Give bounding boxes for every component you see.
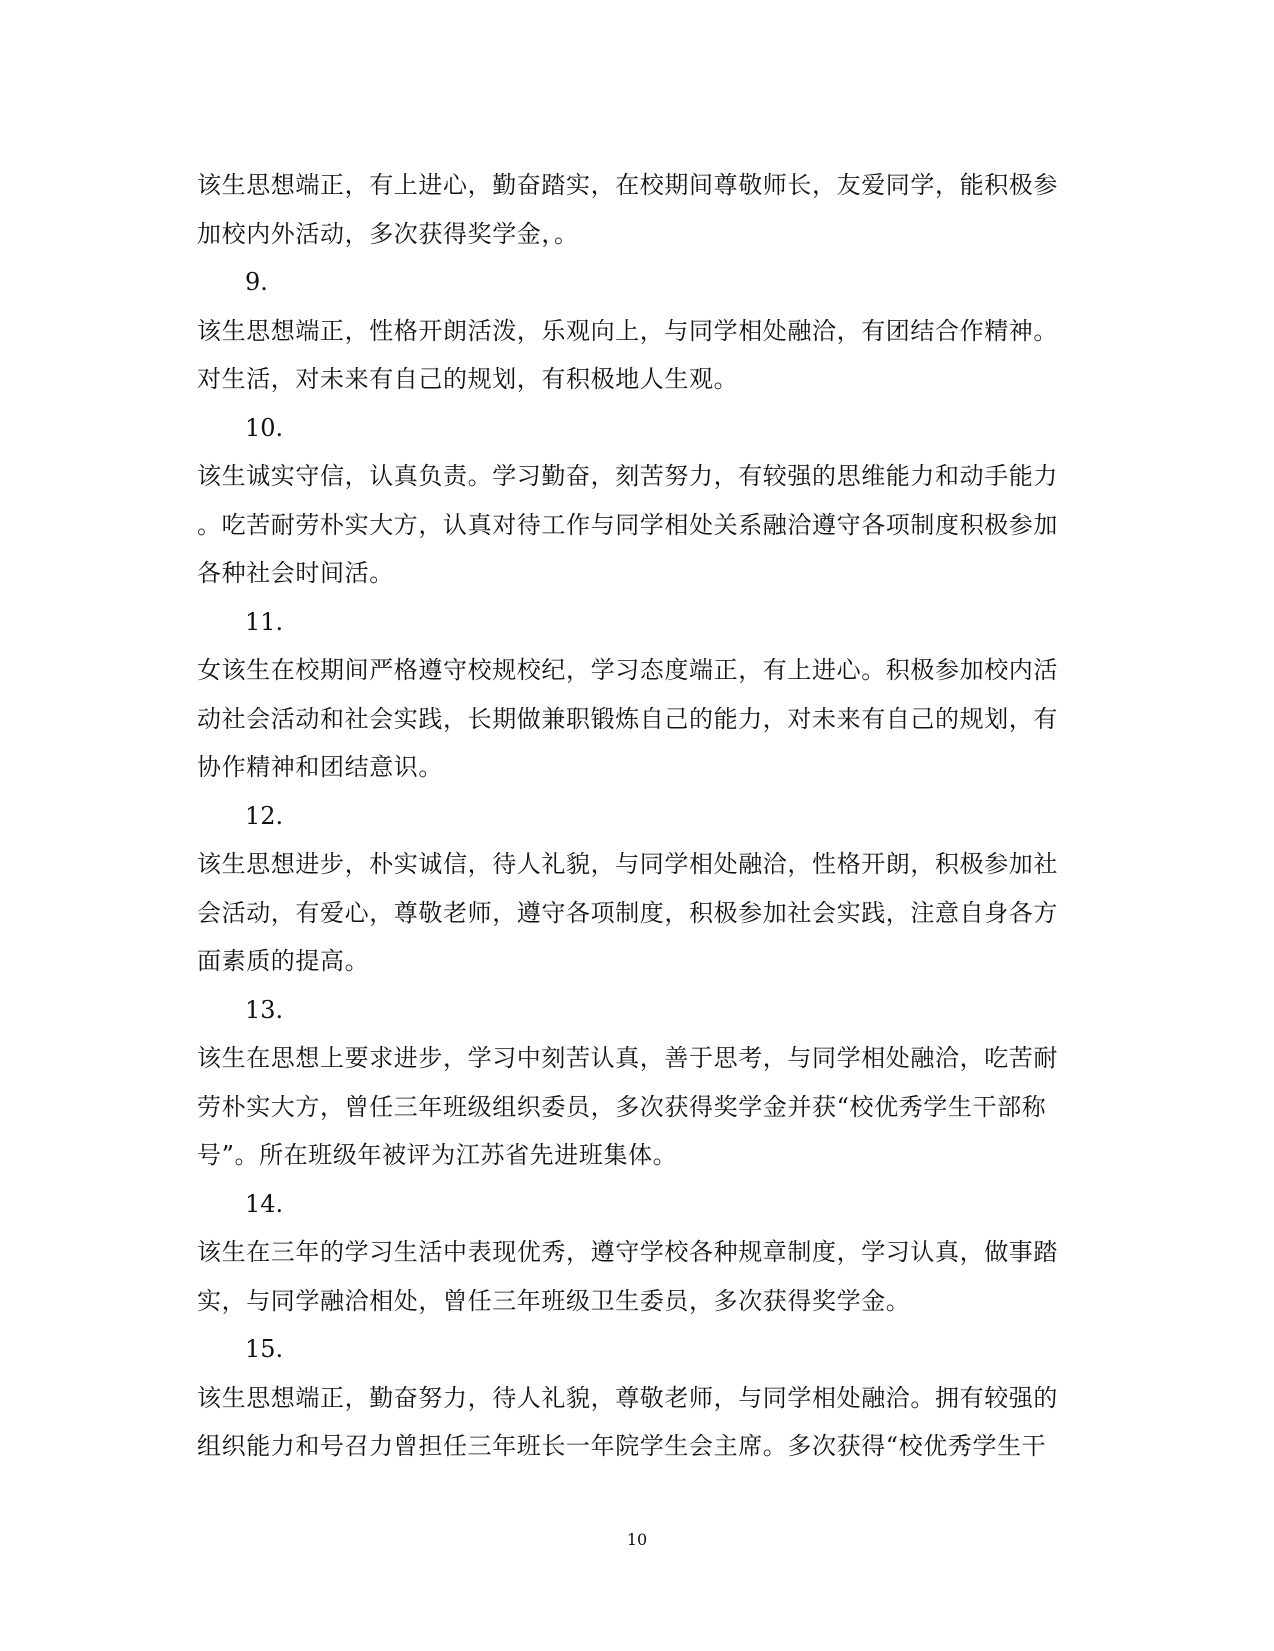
paragraph-line: 对生活，对未来有自己的规划，有积极地人生观。 xyxy=(197,365,739,393)
item-number: 10. xyxy=(245,413,284,442)
paragraph-line: 该生思想端正，性格开朗活泼，乐观向上，与同学相处融洽，有团结合作精神。 xyxy=(197,316,1058,345)
paragraph-line: 面素质的提高。 xyxy=(197,947,370,975)
item-number: 12. xyxy=(245,801,284,830)
paragraph-line: 实，与同学融洽相处，曾任三年班级卫生委员，多次获得奖学金。 xyxy=(197,1286,911,1315)
page-body xyxy=(197,161,1077,1471)
paragraph-line: 号”。所在班级年被评为江苏省先进班集体。 xyxy=(197,1141,678,1169)
paragraph-line: 该生诚实守信，认真负责。学习勤奋，刻苦努力，有较强的思维能力和动手能力 xyxy=(197,462,1058,490)
paragraph-line: 加校内外活动，多次获得奖学金，。 xyxy=(197,219,579,248)
item-number: 11. xyxy=(245,607,284,636)
paragraph-line: 会活动，有爱心，尊敬老师，遵守各项制度，积极参加社会实践，注意自身各方 xyxy=(197,898,1058,927)
page-number: 10 xyxy=(626,1530,648,1549)
paragraph-line: 该生思想端正，勤奋努力，待人礼貌，尊敬老师，与同学相处融洽。拥有较强的 xyxy=(197,1383,1058,1412)
item-number: 9. xyxy=(245,268,268,296)
item-number: 15. xyxy=(245,1335,284,1363)
paragraph-line: 组织能力和号召力曾担任三年班长一年院学生会主席。多次获得“校优秀学生干 xyxy=(197,1432,1047,1460)
paragraph-line: 协作精神和团结意识。 xyxy=(197,753,443,781)
item-number: 14. xyxy=(245,1189,284,1218)
item-number: 13. xyxy=(245,995,284,1024)
paragraph-line: 各种社会时间活。 xyxy=(197,559,394,587)
paragraph-line: 该生思想进步，朴实诚信，待人礼貌，与同学相处融洽，性格开朗，积极参加社 xyxy=(197,850,1058,878)
paragraph-line: 劳朴实大方，曾任三年班级组织委员，多次获得奖学金并获“校优秀学生干部称 xyxy=(197,1092,1047,1121)
paragraph-line: 动社会活动和社会实践，长期做兼职锻炼自己的能力，对未来有自己的规划，有 xyxy=(197,704,1058,733)
paragraph-line: 该生在三年的学习生活中表现优秀，遵守学校各种规章制度，学习认真，做事踏 xyxy=(197,1238,1058,1266)
paragraph-line: 该生思想端正，有上进心，勤奋踏实，在校期间尊敬师长，友爱同学，能积极参 xyxy=(197,171,1058,199)
paragraph-line: 。吃苦耐劳朴实大方，认真对待工作与同学相处关系融洽遵守各项制度积极参加 xyxy=(197,510,1058,539)
paragraph-line: 女该生在校期间严格遵守校规校纪，学习态度端正，有上进心。积极参加校内活 xyxy=(197,656,1058,684)
paragraph-line: 该生在思想上要求进步，学习中刻苦认真，善于思考，与同学相处融洽，吃苦耐 xyxy=(197,1044,1058,1072)
